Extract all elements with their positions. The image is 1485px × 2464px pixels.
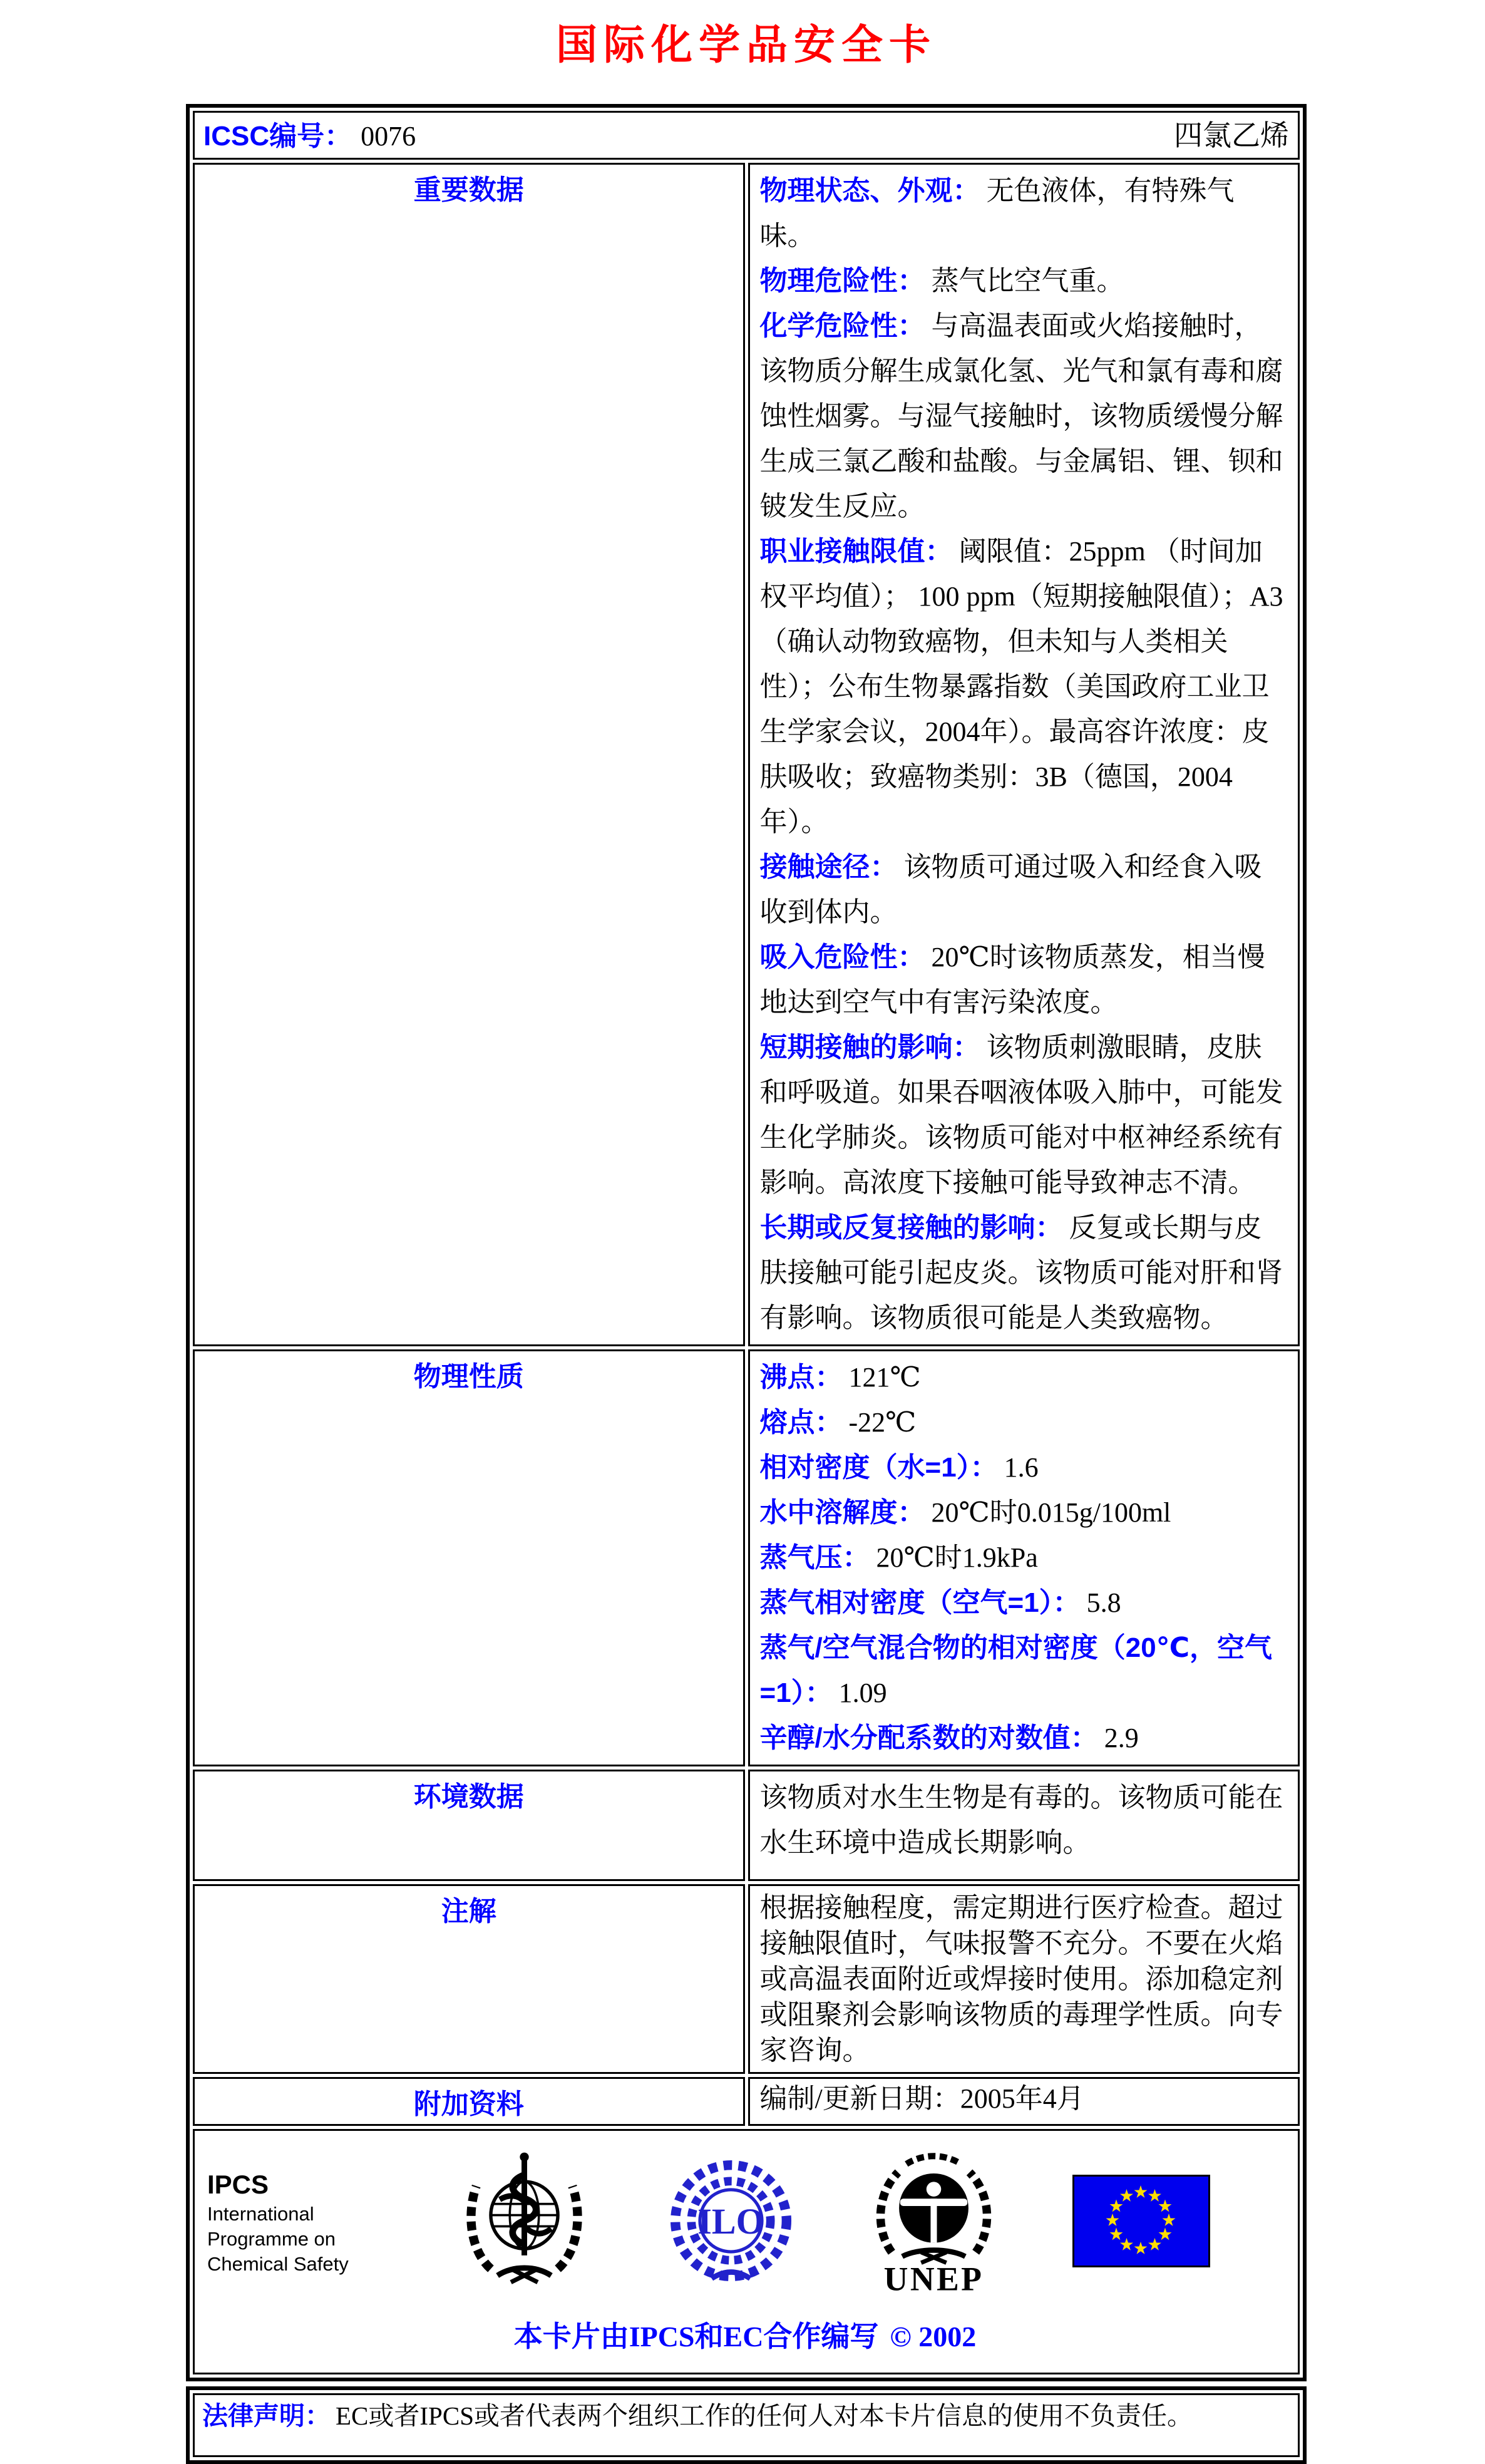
important-item-text: 无色液体，有特殊气味。 bbox=[759, 175, 1235, 251]
important-item bbox=[760, 1205, 1288, 1341]
footer-copyright: © 2002 bbox=[890, 2321, 977, 2353]
physical-item-text: 1.6 bbox=[1004, 1452, 1039, 1483]
additional-info-row-label: 附加资料 bbox=[193, 2077, 745, 2126]
physical-item-text: 2.9 bbox=[1104, 1723, 1139, 1753]
environmental-data-row bbox=[193, 1770, 1300, 1881]
important-item-label: 化学危险性： bbox=[759, 311, 925, 341]
important-data-content bbox=[748, 163, 1300, 1346]
physical-item-label: 辛醇/水分配系数的对数值： bbox=[759, 1723, 1098, 1753]
important-item bbox=[760, 168, 1288, 259]
important-item-text: 该物质刺激眼睛，皮肤和呼吸道。如果吞咽液体吸入肺中，可能发生化学肺炎。该物质可能对中枢神经系统有影响。高浓度下接触可能导致神志不清。 bbox=[759, 1032, 1283, 1198]
physical-item-label: 沸点： bbox=[759, 1362, 843, 1393]
physical-item-text: 1.09 bbox=[838, 1678, 887, 1708]
important-item-text: 反复或长期与皮肤接触可能引起皮炎。该物质可能对肝和肾有影响。该物质很可能是人类致癌物。 bbox=[759, 1212, 1283, 1333]
important-item-text: 阈限值：25ppm （时间加权平均值）； 100 ppm（短期接触限值）；A3（确认动物致癌物，但未知与人类相关性）；公布生物暴露指数（美国政府工业卫生学家会议，2004年）。最高容许浓度：皮肤吸收；致癌物类别：3B（德国，2004年）。 bbox=[759, 536, 1283, 837]
physical-properties-row bbox=[193, 1349, 1300, 1766]
physical-item bbox=[760, 1535, 1288, 1580]
legal-table bbox=[186, 2386, 1307, 2464]
important-item bbox=[760, 304, 1288, 529]
ipcs-line-1: International bbox=[207, 2203, 314, 2225]
physical-item-label: 水中溶解度： bbox=[759, 1497, 925, 1528]
who-logo-box bbox=[457, 2150, 592, 2294]
header-row bbox=[193, 111, 1300, 160]
physical-item bbox=[760, 1400, 1288, 1445]
physical-item bbox=[760, 1355, 1288, 1400]
logos-strip bbox=[205, 2147, 1285, 2297]
important-item-text: 该物质可通过吸入和经食入吸收到体内。 bbox=[759, 852, 1262, 927]
important-item-label: 短期接触的影响： bbox=[759, 1032, 980, 1063]
footer-caption bbox=[205, 2314, 1285, 2355]
header-flex bbox=[203, 113, 1289, 154]
page-title: 国际化学品安全卡 bbox=[556, 23, 937, 68]
physical-item bbox=[760, 1580, 1288, 1626]
icsc-main-table bbox=[186, 104, 1307, 2381]
who-logo-icon bbox=[457, 2150, 592, 2291]
important-item-label: 吸入危险性： bbox=[759, 942, 925, 972]
physical-properties-row-label: 物理性质 bbox=[193, 1349, 745, 1766]
physical-item-label: 相对密度（水=1）： bbox=[759, 1452, 998, 1483]
important-data-row bbox=[193, 163, 1300, 1346]
notes-row bbox=[193, 1884, 1300, 2074]
legal-cell bbox=[193, 2393, 1300, 2457]
notes-row-label: 注解 bbox=[193, 1884, 745, 2074]
physical-item-text: -22℃ bbox=[848, 1407, 917, 1438]
footer-caption-text: 本卡片由IPCS和EC合作编写 bbox=[513, 2321, 879, 2353]
physical-item-label: 蒸气压： bbox=[759, 1542, 870, 1573]
important-item bbox=[760, 935, 1288, 1025]
notes-content bbox=[748, 1884, 1300, 2074]
physical-item bbox=[760, 1626, 1288, 1716]
important-item bbox=[760, 845, 1288, 935]
ilo-letters: ILO bbox=[697, 2201, 764, 2242]
important-item bbox=[760, 259, 1288, 304]
icsc-number-group bbox=[203, 113, 416, 153]
additional-info-content bbox=[748, 2077, 1300, 2126]
notes-text: 根据接触程度，需定期进行医疗检查。超过接触限值时，气味报警不充分。不要在火焰或高温表面附近或焊接时使用。添加稳定剂或阻聚剂会影响该物质的毒理学性质。向专家咨询。 bbox=[759, 1892, 1283, 2066]
icsc-card bbox=[186, 104, 1307, 2464]
ipcs-acronym: IPCS bbox=[207, 2170, 269, 2199]
logos-cell bbox=[193, 2129, 1300, 2374]
eu-flag-box bbox=[1072, 2175, 1210, 2271]
physical-item-text: 20℃时0.015g/100ml bbox=[931, 1497, 1171, 1528]
important-item-label: 职业接触限值： bbox=[759, 536, 953, 567]
important-item-label: 长期或反复接触的影响： bbox=[759, 1212, 1063, 1243]
icsc-number-value: 0076 bbox=[361, 121, 416, 152]
additional-info-row bbox=[193, 2077, 1300, 2126]
physical-item-label: 蒸气相对密度（空气=1）： bbox=[759, 1587, 1081, 1618]
ipcs-text-block bbox=[207, 2168, 383, 2277]
important-item-label: 物理状态、外观： bbox=[759, 175, 980, 206]
additional-info-text: 编制/更新日期：2005年4月 bbox=[759, 2083, 1084, 2114]
physical-item-text: 5.8 bbox=[1086, 1587, 1121, 1618]
physical-item bbox=[760, 1716, 1288, 1761]
ilo-logo-box bbox=[667, 2157, 795, 2288]
logos-row bbox=[193, 2129, 1300, 2374]
physical-item-label: 蒸气/空气混合物的相对密度（20℃，空气=1）： bbox=[759, 1632, 1272, 1708]
unep-logo-box bbox=[870, 2147, 998, 2297]
physical-item bbox=[760, 1490, 1288, 1535]
important-item-text: 20℃时该物质蒸发，相当慢地达到空气中有害污染浓度。 bbox=[759, 942, 1265, 1018]
header-cell bbox=[193, 111, 1300, 160]
important-data-row-label: 重要数据 bbox=[193, 163, 745, 1346]
physical-item-text: 20℃时1.9kPa bbox=[876, 1542, 1038, 1573]
important-item bbox=[760, 529, 1288, 845]
legal-text: EC或者IPCS或者代表两个组织工作的任何人对本卡片信息的使用不负责任。 bbox=[336, 2401, 1193, 2430]
unep-letters: UNEP bbox=[883, 2260, 984, 2294]
important-item bbox=[760, 1025, 1288, 1205]
ipcs-line-3: Chemical Safety bbox=[207, 2253, 349, 2275]
physical-item-text: 121℃ bbox=[848, 1362, 921, 1393]
important-item-text: 蒸气比空气重。 bbox=[931, 265, 1124, 296]
ilo-logo-icon bbox=[667, 2157, 795, 2285]
legal-row bbox=[193, 2393, 1300, 2457]
chemical-name: 四氯乙烯 bbox=[1174, 120, 1289, 152]
ipcs-line-2: Programme on bbox=[207, 2228, 336, 2250]
environmental-data-content bbox=[748, 1770, 1300, 1881]
physical-item-label: 熔点： bbox=[759, 1407, 843, 1438]
important-item-label: 接触途径： bbox=[759, 852, 898, 882]
important-item-label: 物理危险性： bbox=[759, 265, 925, 296]
important-item-text: 与高温表面或火焰接触时，该物质分解生成氯化氢、光气和氯有毒和腐蚀性烟雾。与湿气接触时，该物质缓慢分解生成三氯乙酸和盐酸。与金属铝、锂、钡和铍发生反应。 bbox=[759, 311, 1283, 522]
environmental-data-row-label: 环境数据 bbox=[193, 1770, 745, 1881]
eu-flag-icon bbox=[1072, 2175, 1210, 2267]
physical-properties-content bbox=[748, 1349, 1300, 1766]
environmental-text: 该物质对水生生物是有毒的。该物质可能在水生环境中造成长期影响。 bbox=[759, 1782, 1283, 1858]
icsc-number-label: ICSC编号： bbox=[203, 121, 352, 152]
legal-label: 法律声明： bbox=[202, 2401, 331, 2430]
physical-item bbox=[760, 1445, 1288, 1490]
unep-logo-icon bbox=[870, 2147, 998, 2294]
